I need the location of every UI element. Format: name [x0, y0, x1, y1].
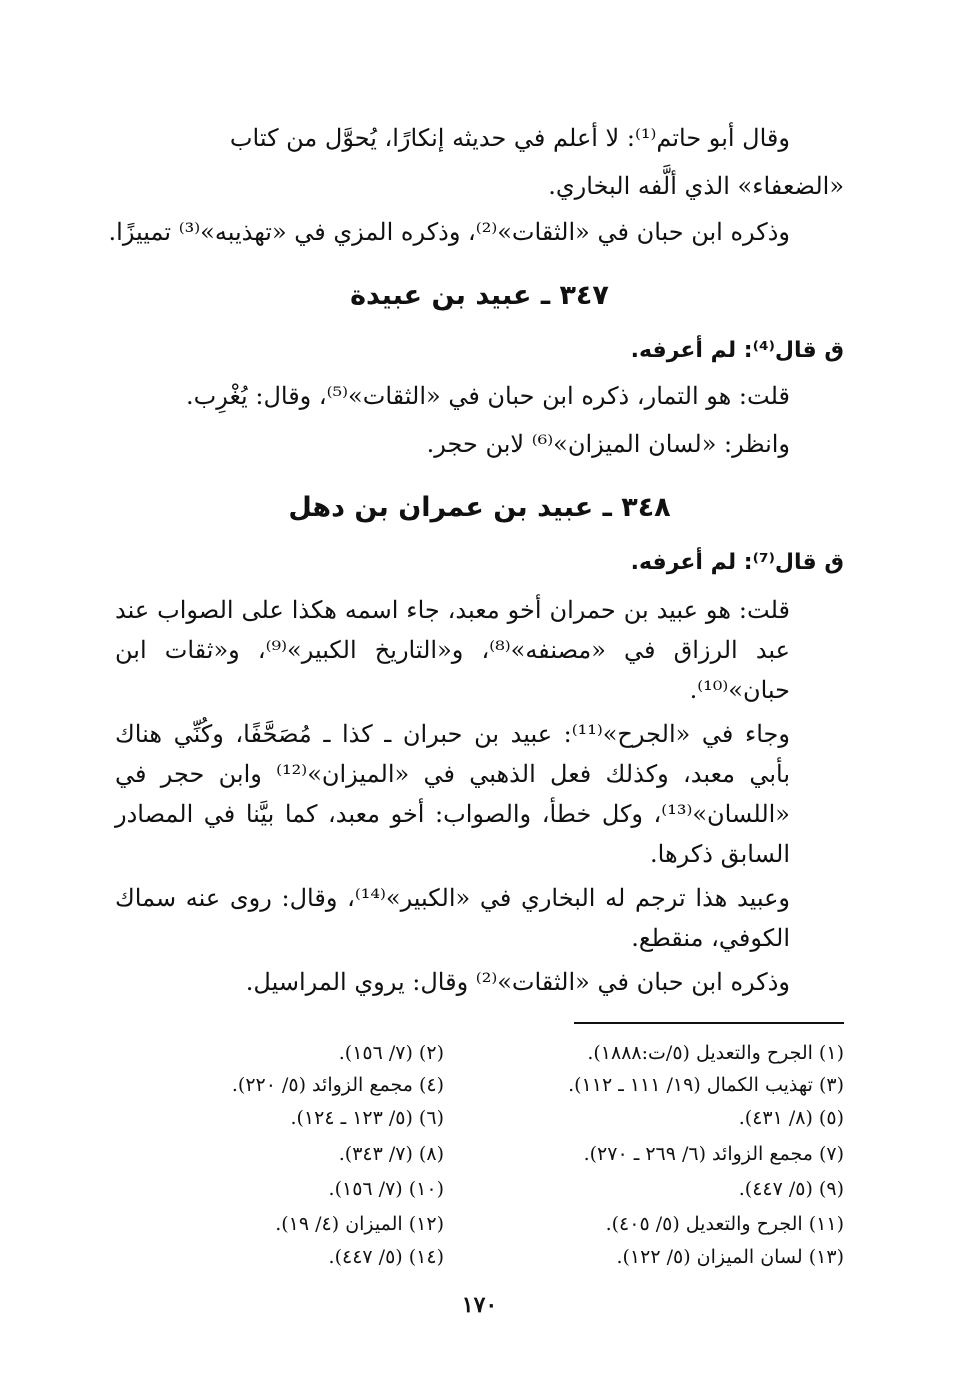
paragraph-block — [115, 590, 844, 1002]
footnote: (٩) (٥/ ٤٤٧). — [738, 1178, 844, 1200]
qala-line: ق قال⁽⁷⁾: لم أعرفه. — [630, 550, 844, 575]
entry-title: ٣٤٨ ـ عبيد بن عمران بن دهل — [288, 492, 671, 523]
footnote: (٨) (٧/ ٣٤٣). — [338, 1143, 444, 1165]
footnote: (٢) (٧/ ١٥٦). — [338, 1042, 444, 1064]
footnote: (١٤) (٥/ ٤٤٧). — [328, 1246, 444, 1268]
page-number: ١٧٠ — [461, 1292, 498, 1318]
footnote: (١٢) الميزان (٤/ ١٩). — [275, 1213, 444, 1235]
qala-line: ق قال⁽⁴⁾: لم أعرفه. — [630, 338, 844, 363]
footnote-divider — [574, 1022, 844, 1024]
footnote: (١٣) لسان الميزان (٥/ ١٢٢). — [616, 1246, 844, 1268]
footnote: (٥) (٨/ ٤٣١). — [738, 1107, 844, 1129]
text-line: وانظر: «لسان الميزان»⁽⁶⁾ لابن حجر. — [426, 430, 790, 458]
footnote: (١٠) (٧/ ١٥٦). — [328, 1178, 444, 1200]
footnote: (٧) مجمع الزوائد (٦/ ٢٦٩ ـ ٢٧٠). — [583, 1143, 844, 1165]
text-line: قلت: هو التمار، ذكره ابن حبان في «الثقات»⁽⁵⁾، وقال: يُغْرِب. — [186, 382, 790, 410]
paragraph: وعبيد هذا ترجم له البخاري في «الكبير»⁽¹⁴⁾، وقال: روى عنه سماك الكوفي، منقطع. — [115, 884, 790, 952]
footnote: (٤) مجمع الزوائد (٥/ ٢٢٠). — [231, 1074, 444, 1096]
text-line: «الضعفاء» الذي ألَّفه البخاري. — [548, 172, 844, 200]
text-line: وقال أبو حاتم⁽¹⁾: لا أعلم في حديثه إنكارًا، يُحوَّل من كتاب — [229, 124, 790, 152]
paragraph: وذكره ابن حبان في «الثقات»⁽²⁾ وقال: يروي المراسيل. — [245, 968, 790, 996]
footnote: (٣) تهذيب الكمال (١٩/ ١١١ ـ ١١٢). — [568, 1074, 844, 1096]
footnote: (٦) (٥/ ١٢٣ ـ ١٢٤). — [290, 1107, 444, 1129]
paragraph: وجاء في «الجرح»⁽¹¹⁾: عبيد بن حبران ـ كذا ـ مُصَحَّفًا، وكُنِّي هناك بأبي معبد، وكذلك فعل الذهبي في «الميزان»⁽¹²⁾ وابن حجر في «اللسان»⁽¹³⁾، وكل خطأ، والصواب: أخو معبد، كما بيَّنا في المصادر السابق ذكرها. — [115, 720, 790, 868]
footnote: (١) الجرح والتعديل (٥/ت:١٨٨٨). — [587, 1042, 844, 1064]
entry-title: ٣٤٧ ـ عبيد بن عبيدة — [350, 280, 609, 311]
paragraph: قلت: هو عبيد بن حمران أخو معبد، جاء اسمه هكذا على الصواب عند عبد الرزاق في «مصنفه»⁽⁸⁾، و«التاريخ الكبير»⁽⁹⁾، و«ثقات ابن حبان»⁽¹⁰⁾. — [115, 596, 790, 704]
text-line: وذكره ابن حبان في «الثقات»⁽²⁾، وذكره المزي في «تهذيبه»⁽³⁾ تمييزًا. — [108, 218, 790, 246]
footnote: (١١) الجرح والتعديل (٥/ ٤٠٥). — [605, 1213, 844, 1235]
